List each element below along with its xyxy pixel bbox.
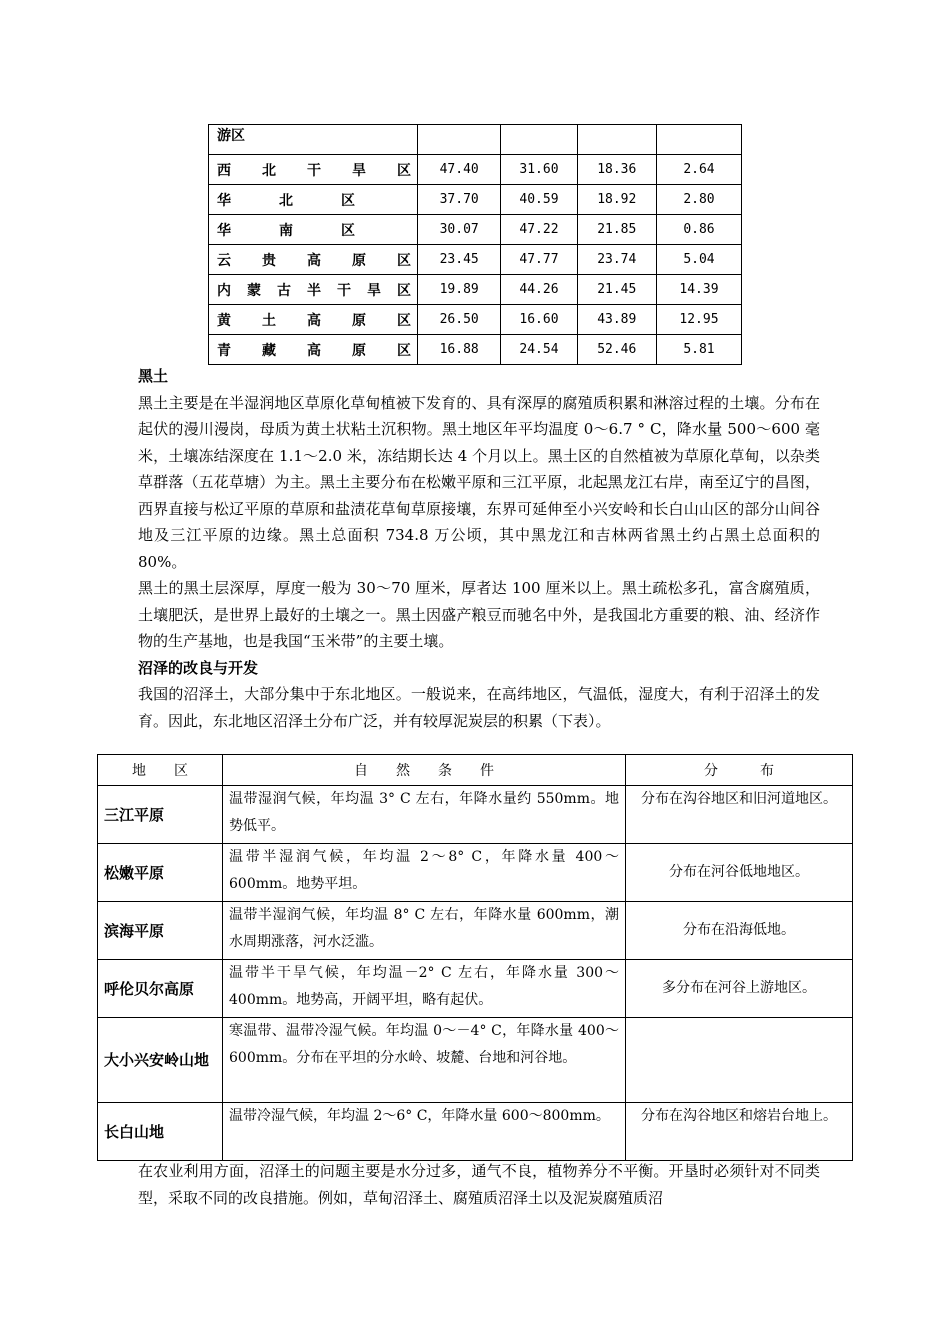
table-row (98, 844, 853, 902)
table-row (98, 1103, 853, 1161)
cell: 16.88 (417, 335, 500, 365)
condition-cell: 温带半湿润气候，年均温 2～8° C，年降水量 400～600mm。地势平坦。 (223, 844, 626, 902)
row-label: 华南区 (209, 215, 418, 245)
paragraph: 黑土主要是在半湿润地区草原化草甸植被下发育的、具有深厚的腐殖质积累和淋溶过程的土壤。分布在起伏的漫川漫岗，母质为黄土状粘土沉积物。黑土地区年平均温度 0～6.7 ° C，降水量 500～600 毫米，土壤冻结深度在 1.1～2.0 米，冻结期长达 4 个月以上。黑土区的自然植被为草原化草甸，以杂类草群落（五花草塘）为主。黑土主要分布在松嫩平原和三江平原，北起黑龙江右岸，南至辽宁的昌图，西界直接与松辽平原的草原和盐渍花草甸草原接壤，东界可延伸至小兴安岭和长白山山区的部分山间谷地及三江平原的边缘。黑土总面积 734.8 万公顷，其中黑龙江和吉林两省黑土约占黑土总面积的 80%。 (138, 393, 820, 571)
table-row (209, 155, 742, 185)
table-row (98, 786, 853, 844)
table-row (209, 125, 742, 155)
cell: 30.07 (417, 215, 500, 245)
cell: 43.89 (577, 305, 656, 335)
region-cell: 松嫩平原 (98, 844, 223, 902)
cell: 2.80 (656, 185, 741, 215)
column-header: 自 然 条 件 (223, 755, 626, 786)
cell: 24.54 (501, 335, 577, 365)
closing-paragraph: 在农业利用方面，沼泽土的问题主要是水分过多，通气不良，植物养分不平衡。开垦时必须针对不同类型，采取不同的改良措施。例如，草甸沼泽土、腐殖质沼泽土以及泥炭腐殖质沼 (138, 1162, 820, 1207)
cell: 16.60 (501, 305, 577, 335)
swamp-soil-table (97, 754, 853, 1161)
cell: 23.45 (417, 245, 500, 275)
cell: 37.70 (417, 185, 500, 215)
cell (577, 125, 656, 155)
cell: 5.81 (656, 335, 741, 365)
cell: 44.26 (501, 275, 577, 305)
table-row (209, 185, 742, 215)
cell: 31.60 (501, 155, 577, 185)
black-soil-section (138, 363, 820, 734)
region-cell: 三江平原 (98, 786, 223, 844)
cell: 52.46 (577, 335, 656, 365)
distribution-cell: 分布在沟谷地区和熔岩台地上。 (626, 1103, 853, 1161)
cell: 18.92 (577, 185, 656, 215)
column-header: 地 区 (98, 755, 223, 786)
cell: 12.95 (656, 305, 741, 335)
row-label: 云贵高原区 (209, 245, 418, 275)
row-label: 内蒙古半干旱区 (209, 275, 418, 305)
row-label: 黄土高原区 (209, 305, 418, 335)
table-row (209, 335, 742, 365)
table-row (98, 1018, 853, 1103)
table-row (209, 245, 742, 275)
cell: 23.74 (577, 245, 656, 275)
paragraph: 黑土的黑土层深厚，厚度一般为 30～70 厘米，厚者达 100 厘米以上。黑土疏松多孔，富含腐殖质，土壤肥沃，是世界上最好的土壤之一。黑土因盛产粮豆而驰名中外，是我国北方重要的粮、油、经济作物的生产基地，也是我国“玉米带”的主要土壤。 (138, 579, 820, 650)
row-label: 青藏高原区 (209, 335, 418, 365)
cell: 14.39 (656, 275, 741, 305)
table-row (209, 275, 742, 305)
cell: 18.36 (577, 155, 656, 185)
cell: 0.86 (656, 215, 741, 245)
cell (417, 125, 500, 155)
cell: 19.89 (417, 275, 500, 305)
condition-cell: 寒温带、温带冷湿气候。年均温 0～－4° C，年降水量 400～600mm。分布在平坦的分水岭、坡麓、台地和河谷地。 (223, 1018, 626, 1103)
section-heading: 沼泽的改良与开发 (138, 658, 259, 677)
section-heading: 黑土 (138, 367, 169, 385)
region-cell: 滨海平原 (98, 902, 223, 960)
region-cell: 呼伦贝尔高原 (98, 960, 223, 1018)
soil-texture-table (208, 124, 742, 365)
cell: 47.40 (417, 155, 500, 185)
row-label: 西北干旱区 (209, 155, 418, 185)
distribution-cell: 多分布在河谷上游地区。 (626, 960, 853, 1018)
cell: 5.04 (656, 245, 741, 275)
region-cell: 大小兴安岭山地 (98, 1018, 223, 1103)
cell: 21.85 (577, 215, 656, 245)
distribution-cell (626, 1018, 853, 1103)
distribution-cell: 分布在沿海低地。 (626, 902, 853, 960)
table-row (98, 902, 853, 960)
cell: 47.22 (501, 215, 577, 245)
table-row (209, 215, 742, 245)
condition-cell: 温带半干旱气候，年均温－2° C 左右，年降水量 300～400mm。地势高，开阔平坦，略有起伏。 (223, 960, 626, 1018)
cell (656, 125, 741, 155)
table-row (98, 960, 853, 1018)
cell: 47.77 (501, 245, 577, 275)
table-row (209, 305, 742, 335)
condition-cell: 温带半湿润气候，年均温 8° C 左右，年降水量 600mm，潮水周期涨落，河水泛滥。 (223, 902, 626, 960)
condition-cell: 温带冷湿气候，年均温 2～6° C，年降水量 600～800mm。 (223, 1103, 626, 1161)
table-header-row (98, 755, 853, 786)
column-header: 分 布 (626, 755, 853, 786)
cell: 2.64 (656, 155, 741, 185)
row-label: 游区 (209, 125, 418, 155)
region-cell: 长白山地 (98, 1103, 223, 1161)
cell (501, 125, 577, 155)
row-label: 华北区 (209, 185, 418, 215)
cell: 21.45 (577, 275, 656, 305)
condition-cell: 温带湿润气候，年均温 3° C 左右，年降水量约 550mm。地势低平。 (223, 786, 626, 844)
distribution-cell: 分布在沟谷地区和旧河道地区。 (626, 786, 853, 844)
cell: 40.59 (501, 185, 577, 215)
cell: 26.50 (417, 305, 500, 335)
paragraph: 我国的沼泽土，大部分集中于东北地区。一般说来，在高纬地区，气温低，湿度大，有利于沼泽土的发育。因此，东北地区沼泽土分布广泛，并有较厚泥炭层的积累（下表）。 (138, 685, 820, 730)
distribution-cell: 分布在河谷低地地区。 (626, 844, 853, 902)
